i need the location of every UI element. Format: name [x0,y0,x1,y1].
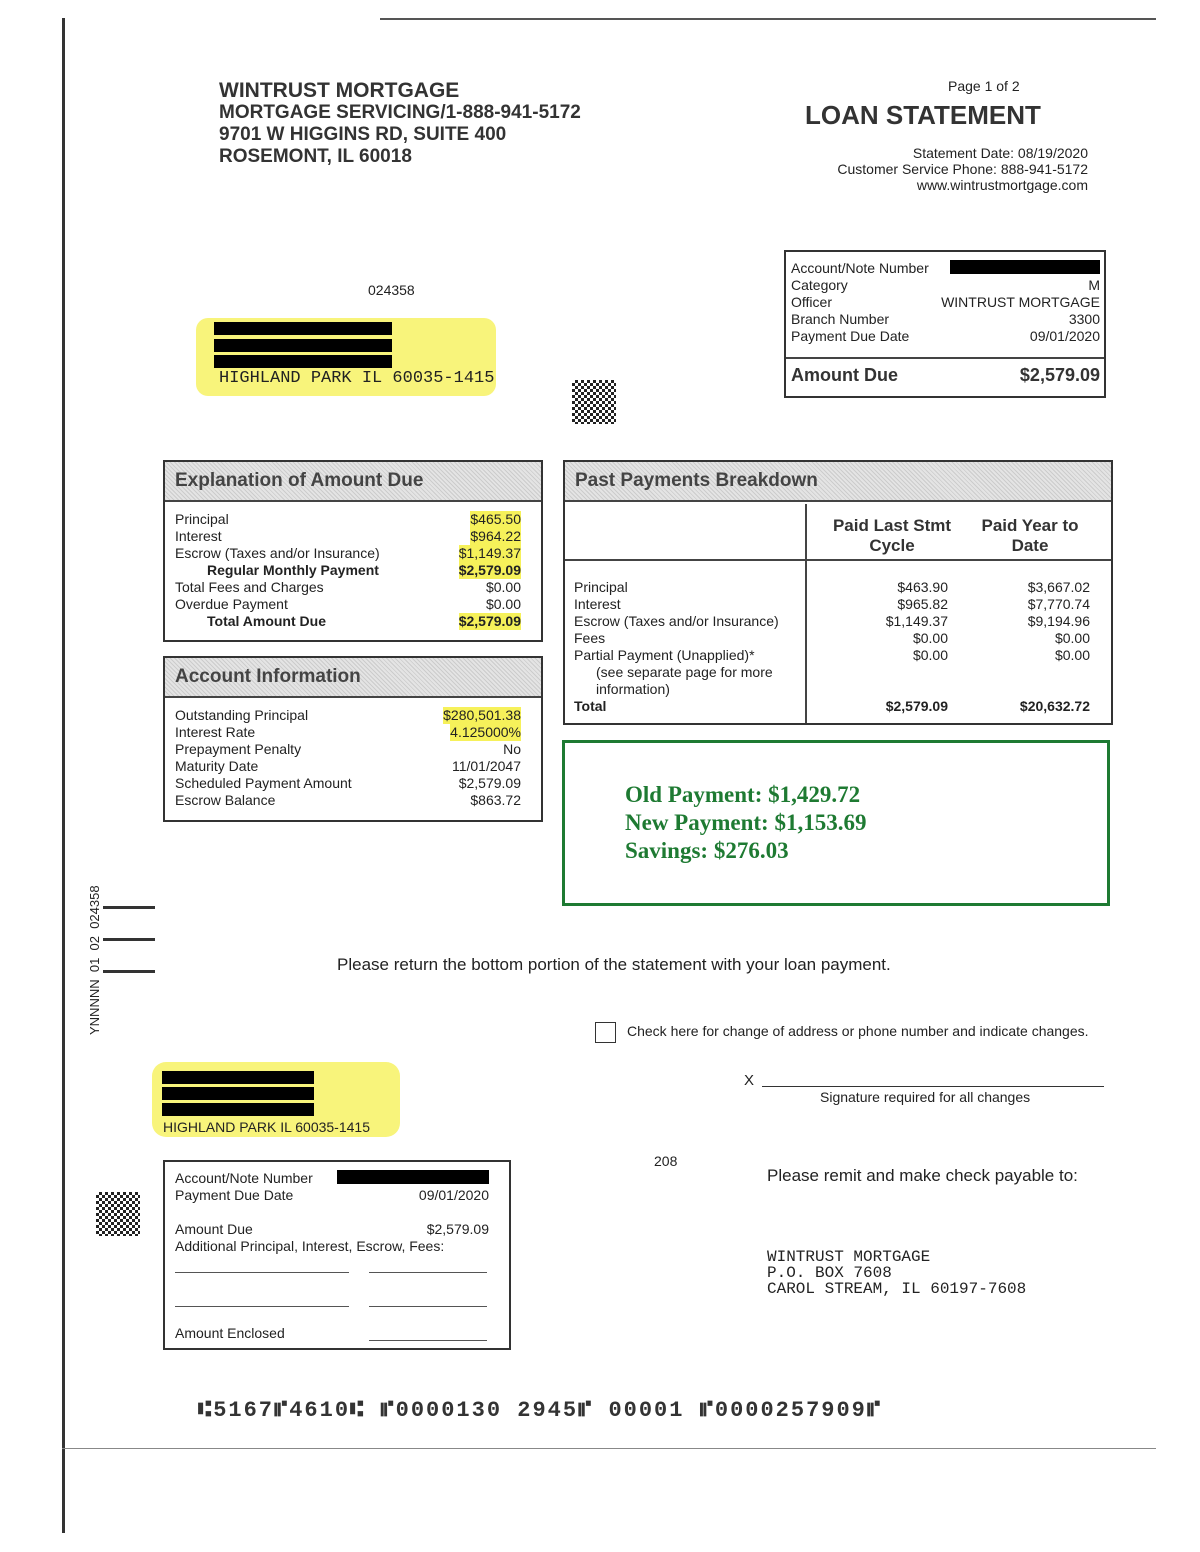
explanation-box [163,460,543,642]
redaction [214,355,392,368]
row-ytd: $9,194.96 [1027,613,1090,629]
row-value: $2,579.09 [458,775,521,791]
coupon-account-label: Account/Note Number [175,1170,313,1186]
officer-value: WINTRUST MORTGAGE [941,294,1100,310]
input-line[interactable] [369,1272,487,1273]
row-label: Total Amount Due [207,613,326,629]
past-payments-title: Past Payments Breakdown [565,462,1111,502]
coupon-mailing-city: HIGHLAND PARK IL 60035-1415 [163,1119,370,1135]
statement-date-label: Statement Date: [912,145,1015,161]
account-summary-box [784,250,1106,398]
row-value: No [503,741,521,757]
due-date-value: 09/01/2020 [1029,328,1100,344]
remit-line: WINTRUST MORTGAGE [767,1248,931,1266]
input-line[interactable] [175,1272,349,1273]
amount-due-value: $2,579.09 [1019,365,1100,385]
amount-due-label: Amount Due [791,365,898,385]
input-line[interactable] [369,1306,487,1307]
col-last-cycle: Paid Last Stmt Cycle [832,516,952,555]
lender-address [219,80,581,168]
row-ytd: $0.00 [1054,647,1090,663]
account-number-label: Account/Note Number [791,260,929,276]
registration-mark [103,906,155,909]
remit-address [767,1249,1026,1297]
row-label: Regular Monthly Payment [207,562,379,578]
coupon-amount-due-label: Amount Due [175,1221,253,1237]
row-label: Scheduled Payment Amount [175,775,352,791]
lender-line4: ROSEMONT, IL 60018 [219,146,412,167]
change-address-label: Check here for change of address or phone number and indicate changes. [627,1023,1089,1039]
row-value: 4.125000% [450,724,521,740]
lender-line3: 9701 W HIGGINS RD, SUITE 400 [219,124,507,145]
coupon-due-date-label: Payment Due Date [175,1187,294,1203]
mailing-code: 024358 [368,282,415,298]
due-date-label: Payment Due Date [791,328,910,344]
top-rule [380,18,1156,20]
account-info-box [163,656,543,822]
lender-line2: MORTGAGE SERVICING/1-888-941-5172 [219,102,581,123]
branch-value: 3300 [1068,311,1100,327]
lender-name: WINTRUST MORTGAGE [219,79,460,102]
row-label: Interest Rate [175,724,256,740]
qr-code-icon [96,1192,140,1236]
website: www.wintrustmortgage.com [916,177,1088,193]
remit-line: CAROL STREAM, IL 60197-7608 [767,1280,1027,1298]
col-ytd: Paid Year to Date [981,516,1079,555]
statement-info [837,145,1088,193]
officer-label: Officer [791,294,832,310]
savings-annotation [562,740,1110,906]
past-payments-box [563,460,1113,725]
row-last: $463.90 [897,579,948,595]
row-label: Escrow Balance [175,792,276,808]
row-label: Principal [574,579,628,595]
redaction [214,339,392,352]
old-payment: Old Payment: $1,429.72 [625,782,861,807]
row-label: Prepayment Penalty [175,741,302,757]
statement-title: LOAN STATEMENT [805,100,1041,130]
total-ytd: $20,632.72 [1019,698,1090,714]
row-label: Maturity Date [175,758,259,774]
category-value: M [1088,277,1100,293]
phone-label: Customer Service Phone: [837,161,997,177]
mailing-city: HIGHLAND PARK IL 60035-1415 [219,369,495,388]
input-line[interactable] [175,1306,349,1307]
side-code: YNNNNN 01 02 024358 [87,885,102,1035]
savings: Savings: $276.03 [625,838,789,863]
new-payment: New Payment: $1,153.69 [625,810,867,835]
coupon-box [163,1160,511,1350]
return-note: Please return the bottom portion of the statement with your loan payment. [337,955,891,974]
remit-line: P.O. BOX 7608 [767,1264,892,1282]
branch-label: Branch Number [791,311,890,327]
amount-enclosed-label: Amount Enclosed [175,1325,285,1341]
redaction [162,1071,314,1084]
x-mark: X [744,1072,755,1089]
row-label: Interest [574,596,621,612]
qr-code-icon [572,380,616,424]
row-ytd: $0.00 [1054,630,1090,646]
redaction [214,322,392,335]
redaction [162,1087,314,1100]
account-info-title: Account Information [165,658,541,698]
row-last: $0.00 [912,630,948,646]
row-value: $1,149.37 [458,545,521,561]
row-label: Interest [175,528,222,544]
registration-mark [103,938,155,941]
row-value: $280,501.38 [443,707,521,723]
page-number: Page 1 of 2 [948,78,1020,94]
total-last: $2,579.09 [885,698,948,714]
micr-line: ⑆5167⑈4610⑆ ⑈0000130 2945⑈ 00001 ⑈0000257909⑈ [198,1398,883,1423]
row-label: Principal [175,511,229,527]
row-label: Escrow (Taxes and/or Insurance) [574,613,779,629]
row-label: Overdue Payment [175,596,288,612]
row-label: Escrow (Taxes and/or Insurance) [175,545,380,561]
signature-line[interactable] [762,1086,1104,1087]
divider [565,559,1111,561]
row-label: Outstanding Principal [175,707,309,723]
coupon-amount-due: $2,579.09 [426,1221,489,1237]
redaction [337,1170,489,1184]
row-last: $965.82 [897,596,948,612]
phone: 888-941-5172 [1000,161,1088,177]
row-last: $0.00 [912,647,948,663]
row-value: $863.72 [470,792,521,808]
row-label: Fees [574,630,606,646]
row-last: $1,149.37 [885,613,948,629]
row-value: $964.22 [470,528,521,544]
bottom-rule [62,1448,1156,1449]
additional-label: Additional Principal, Interest, Escrow, Fees: [175,1238,445,1254]
past-payments-rows [574,579,1090,715]
redaction [162,1103,314,1116]
scan-edge [62,18,65,1533]
change-address-checkbox[interactable] [595,1022,616,1043]
category-label: Category [791,277,848,293]
total-label: Total [574,698,607,714]
row-value: $0.00 [485,596,521,612]
row-value: $2,579.09 [458,562,521,578]
registration-mark [103,970,155,973]
row-ytd: $3,667.02 [1027,579,1090,595]
coupon-due-date: 09/01/2020 [418,1187,489,1203]
row-value: $465.50 [470,511,521,527]
redaction [950,260,1100,274]
partial-payment-note: (see separate page for more information) [596,664,773,697]
row-value: 11/01/2047 [451,758,521,774]
row-value: $0.00 [485,579,521,595]
row-label: Total Fees and Charges [175,579,324,595]
signature-note: Signature required for all changes [820,1089,1031,1105]
explanation-title: Explanation of Amount Due [165,462,541,502]
row-value: $2,579.09 [458,613,521,629]
amount-enclosed-input[interactable] [369,1340,487,1341]
statement-date: 08/19/2020 [1017,145,1088,161]
coupon-code: 208 [654,1153,678,1169]
row-label: Partial Payment (Unapplied)* [574,647,755,663]
remit-label: Please remit and make check payable to: [767,1166,1078,1185]
row-ytd: $7,770.74 [1027,596,1090,612]
